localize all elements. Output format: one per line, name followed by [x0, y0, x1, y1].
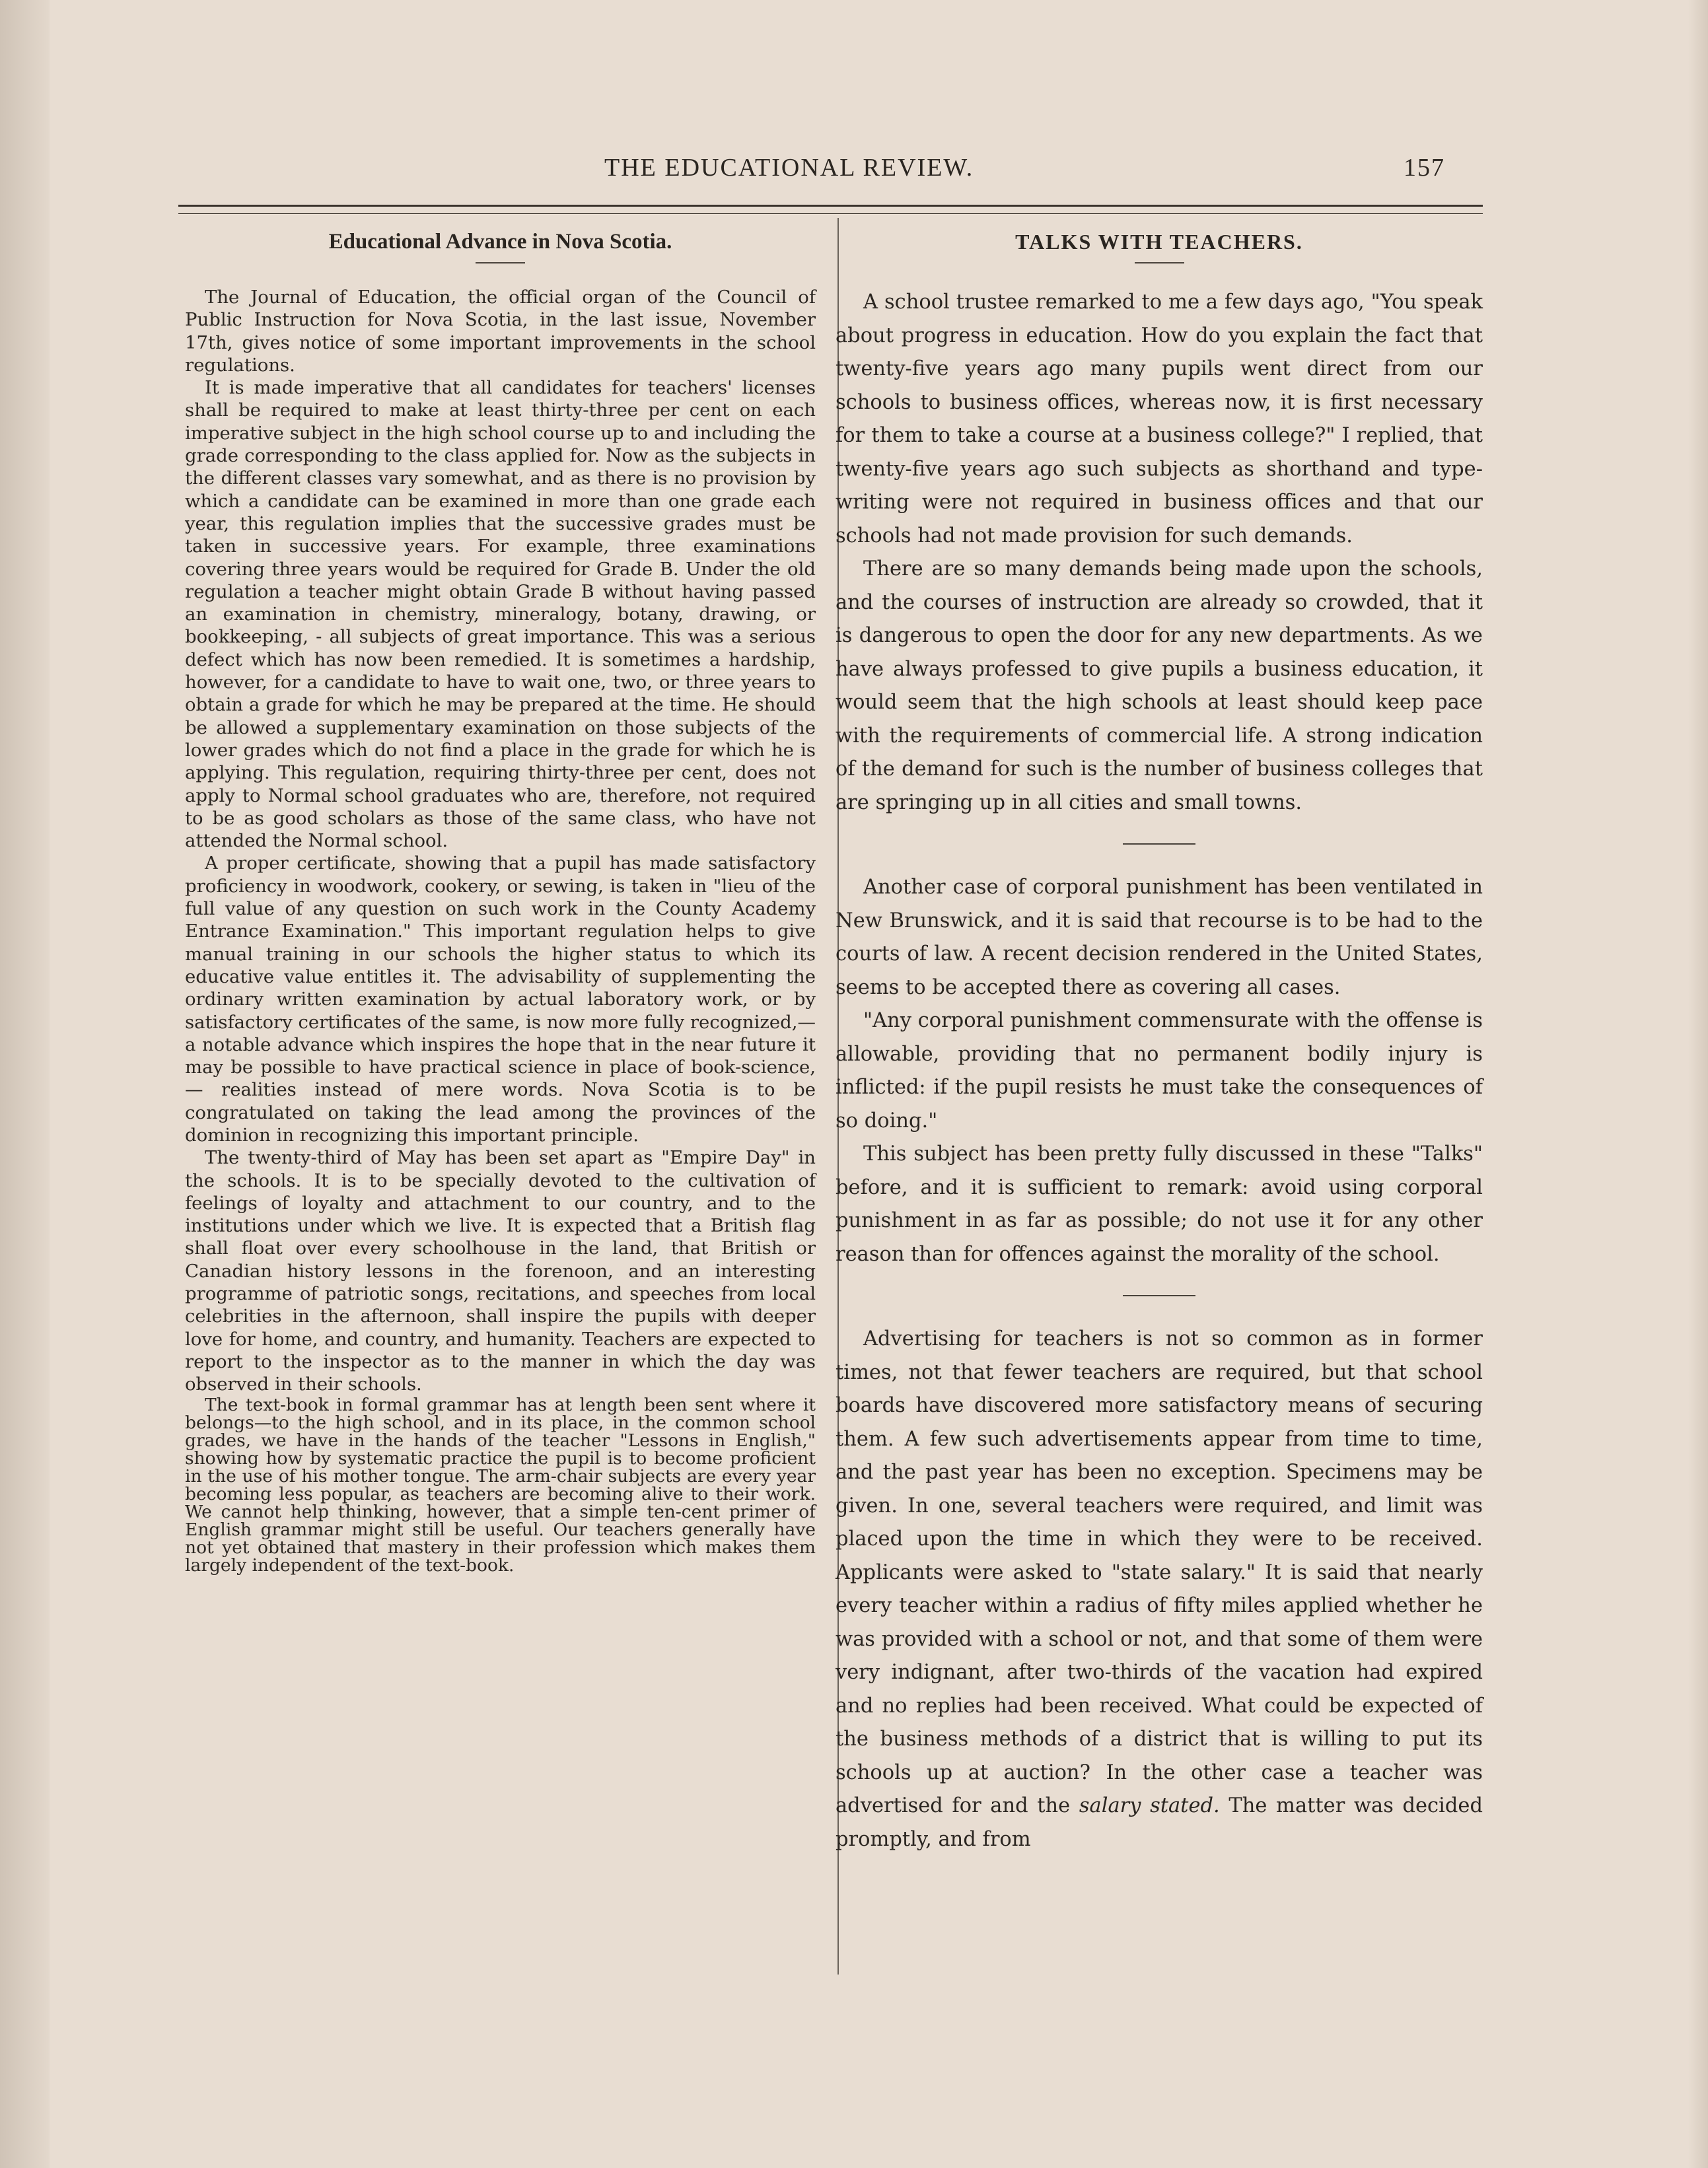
- headline-rule: [476, 262, 525, 263]
- headline-rule: [1135, 262, 1184, 263]
- page-number: 157: [1404, 154, 1445, 182]
- header-double-rule: [178, 205, 1483, 214]
- left-paragraph-3: A proper certificate, showing that a pupil has made satisfactory proficiency in woodwork, cookery, or sewing, is taken in "lieu of the full value of any question on such work in the County Academy Entrance Examination." This important regulation helps to give manual training in our schools the higher status to which its educative value entitles it. The advisability of supplementing the ordinary written examination by actual laboratory work, or by satisfactory certificates of the same, is now more fully recognized,—a notable advance which inspires the hope that in the near future it may be possible to have practical science in place of book-science,— realities instead of mere words. Nova Scotia is to be congratulated on taking the lead among the provinces of the dominion in recognizing this important principle.: [185, 853, 816, 1146]
- section-separator-rule: [1123, 1295, 1195, 1296]
- paragraph-text: The matter was decided promptly, and from: [836, 1794, 1483, 1851]
- left-paragraph-1: The Journal of Education, the official organ of the Council of Public Instruction for Nova Scotia, in the last issue, November 17th, gives notice of some important improvements in the school regulations.: [185, 287, 816, 376]
- page-edge-left: [0, 0, 50, 2168]
- left-article-headline: Educational Advance in Nova Scotia.: [328, 230, 672, 254]
- left-paragraph-4: The twenty-third of May has been set apart as "Empire Day" in the schools. It is to be specially devoted to the cultivation of feelings of loyalty and attachment to our country, and to the institutions under which we live. It is expected that a British flag shall float over every schoolhouse in the land, that British or Canadian history lessons in the forenoon, and an interesting programme of patriotic songs, recitations, and speeches from local celebrities in the afternoon, shall inspire the pupils with deeper love for home, and country, and humanity. Teachers are expected to report to the inspector as to the manner in which the day was observed in their schools.: [185, 1147, 816, 1395]
- paragraph-text: Advertising for teachers is not so common as in former times, not that fewer teachers are required, but that school boards have discovered more satisfactory means of securing them. A few such advertisements appear from time to time, and the past year has been no exception. Specimens may be given. In one, several teachers were required, and limit was placed upon the time in which they were to be received. Applicants were asked to "state salary." It is said that nearly every teacher within a radius of fifty miles applied whether he was provided with a school or not, and that some of them were very indignant, after two-thirds of the vacation had expired and no replies had been received. What could be expected of the business methods of a district that is willing to put its schools up at auction? In the other case a teacher was advertised for and the: [836, 1327, 1483, 1817]
- left-paragraph-5: The text-book in formal grammar has at length been sent where it belongs—to the high school, and in its place, in the common school grades, we have in the hands of the teacher "Lessons in English," showing how by systematic practice the pupil is to become proficient in the use of his mother tongue. The arm-chair subjects are every year becoming less popular, as teachers are becoming alive to their work. We cannot help thinking, however, that a simple ten-cent primer of English grammar might still be useful. Our teachers generally have not yet obtained that mastery in their profession which makes them largely independent of the text-book.: [185, 1394, 816, 1576]
- page-edge-right: [1688, 0, 1708, 2168]
- left-column: [185, 228, 816, 1574]
- left-paragraph-2: It is made imperative that all candidates for teachers' licenses shall be required to make at least thirty-three per cent on each imperative subject in the high school course up to and including the grade corresponding to the class applied for. Now as the subjects in the different classes vary somewhat, and as there is no provision by which a candidate can be examined in more than one grade each year, this regulation implies that the successive grades must be taken in successive years. For example, three examinations covering three years would be required for Grade B. Under the old regulation a teacher might obtain Grade B without having passed an examination in chemistry, mineralogy, botany, drawing, or bookkeeping, - all subjects of great importance. This was a serious defect which has now been remedied. It is sometimes a hardship, however, for a candidate to have to wait one, two, or three years to obtain a grade for which he may be prepared at the time. He should be allowed a supplementary examination on those subjects of the lower grades which do not find a place in the grade for which he is applying. This regulation, requiring thirty-three per cent, does not apply to Normal school graduates who are, therefore, not required to be as good scholars as those of the same class, who have not attended the Normal school.: [185, 377, 816, 852]
- right-paragraph-3: Another case of corporal punishment has been ventilated in New Brunswick, and it is said that recourse is to be had to the courts of law. A recent decision rendered in the United States, seems to be accepted there as covering all cases.: [836, 876, 1483, 999]
- right-article-headline: TALKS WITH TEACHERS.: [1015, 230, 1303, 254]
- right-paragraph-5: This subject has been pretty fully discussed in these "Talks" before, and it is sufficient to remark: avoid using corporal punishment in as far as possible; do not use it for any other reason than for offences against the morality of the school.: [836, 1142, 1483, 1266]
- right-paragraph-2: There are so many demands being made upon the schools, and the courses of instruction are already so crowded, that it is dangerous to open the door for any new departments. As we have always professed to give pupils a business education, it would seem that the high schools at least should keep pace with the requirements of commercial life. A strong indication of the demand for such is the number of business colleges that are springing up in all cities and small towns.: [836, 557, 1483, 814]
- right-paragraph-6: [836, 1323, 1483, 1856]
- section-separator-rule: [1123, 843, 1195, 845]
- right-paragraph-1: A school trustee remarked to me a few days ago, "You speak about progress in education. How do you explain the fact that twenty-five years ago many pupils went direct from our schools to business offices, whereas now, it is first necessary for them to take a course at a business college?" I replied, that twenty-five years ago such subjects as shorthand and type-writing were not required in business offices and that our schools had not made provision for such demands.: [836, 291, 1483, 547]
- journal-title: THE EDUCATIONAL REVIEW.: [604, 154, 974, 182]
- italic-emphasis: salary stated.: [1079, 1794, 1220, 1817]
- right-paragraph-4: "Any corporal punishment commensurate with the offense is allowable, providing that no permanent bodily injury is inflicted: if the pupil resists he must take the consequences of so doing.": [836, 1009, 1483, 1133]
- right-column: [836, 228, 1483, 1856]
